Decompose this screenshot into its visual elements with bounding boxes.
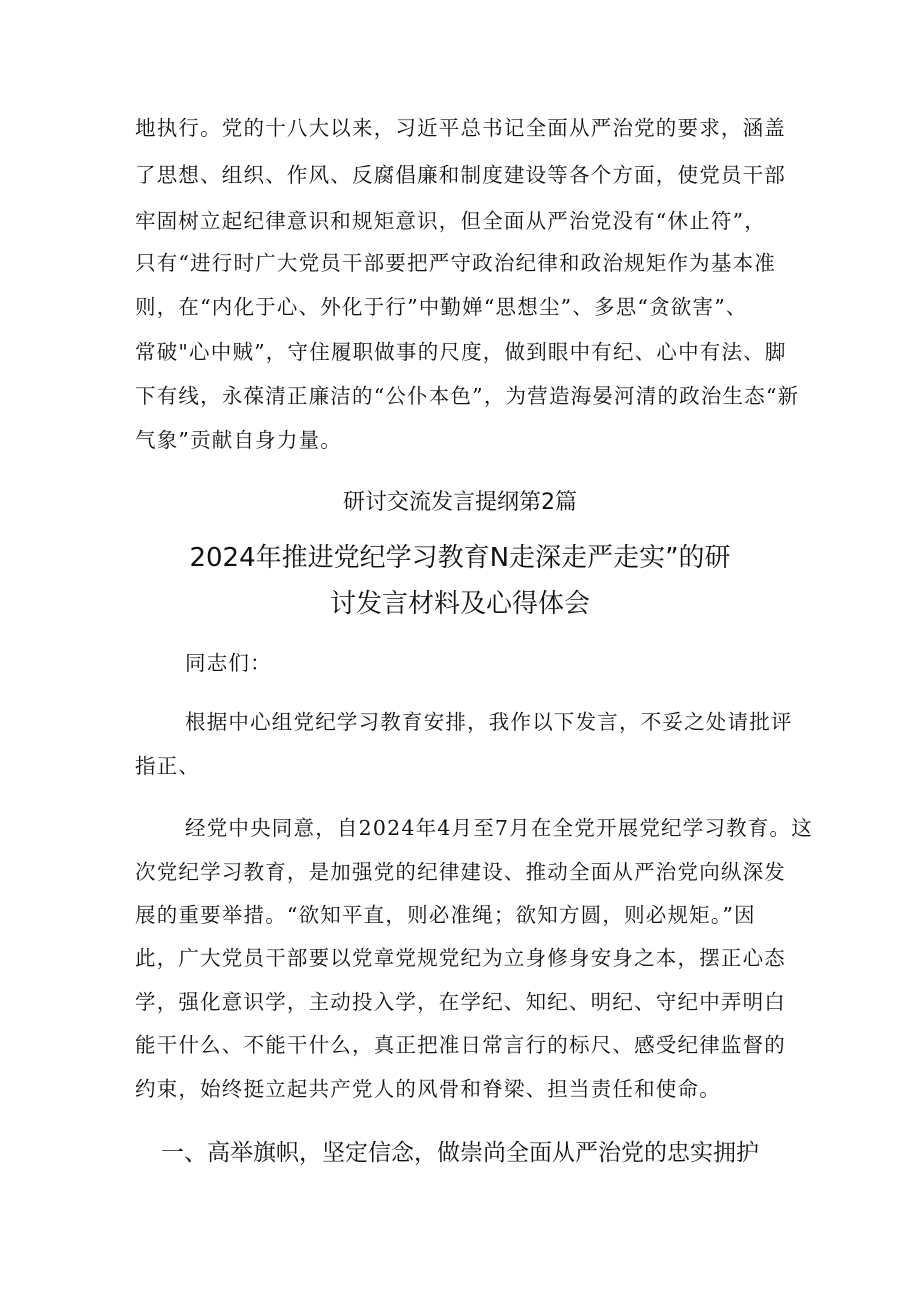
paragraph-2-line-2: 次党纪学习教育，是加强党的纪律建设、推动全面从严治党向纵深发 <box>135 860 786 884</box>
paragraph-2-line-7: 约束，始终挺立起共产党人的风骨和脊梁、担当责任和使命。 <box>135 1077 721 1101</box>
greeting: 同志们： <box>185 651 272 675</box>
paragraph-2-line-1: 经党中央同意，自2024年4月至7月在全党开展党纪学习教育。这 <box>185 816 813 840</box>
paragraph-2-line-5: 学，强化意识学，主动投入学，在学纪、知纪、明纪、守纪中弄明白 <box>135 990 786 1014</box>
document-title-line-1: 2024年推进党纪学习教育N走深走严走实”的研 <box>189 543 731 573</box>
paragraph-1-line-2: 指正、 <box>135 754 201 778</box>
intro-line-2: 了思想、组织、作风、反腐倡廉和制度建设等各个方面，使党员干部 <box>135 163 786 187</box>
section-1-heading: 一、高举旗帜，坚定信念，做崇尚全面从严治党的忠实拥护 <box>161 1140 759 1166</box>
intro-line-4: 只有“进行时广大党员干部要把严守政治纪律和政治规矩作为基本准 <box>135 251 776 275</box>
document-title-line-2: 讨发言材料及心得体会 <box>329 589 590 619</box>
intro-line-1: 地执行。党的十八大以来，习近平总书记全面从严治党的要求，涵盖 <box>135 116 786 140</box>
section-subtitle: 研讨交流发言提纲第2篇 <box>343 490 577 515</box>
intro-line-5: 则，在“内化于心、外化于行”中勤婵“思想尘”、多思“贪欲害”、 <box>135 295 748 319</box>
intro-line-3: 牢固树立起纪律意识和规矩意识，但全面从严治党没有“休止符”， <box>135 209 766 233</box>
intro-line-8: 气象”贡献自身力量。 <box>135 428 342 452</box>
paragraph-2-line-3: 展的重要举措。“欲知平直，则必准绳；欲知方圆，则必规矩。”因 <box>135 903 756 927</box>
paragraph-2-line-6: 能干什么、不能干什么，真正把准日常言行的标尺、感受纪律监督的 <box>135 1033 786 1057</box>
paragraph-1-line-1: 根据中心组党纪学习教育安排，我作以下发言，不妥之处请批评 <box>185 710 793 734</box>
intro-line-6: 常破"心中贼”，守住履职做事的尺度，做到眼中有纪、心中有法、脚 <box>135 340 787 364</box>
intro-line-7: 下有线，永葆清正廉洁的“公仆本色”，为营造海晏河清的政治生态“新 <box>135 384 800 408</box>
paragraph-2-line-4: 此，广大党员干部要以党章党规党纪为立身修身安身之本，摆正心态 <box>135 946 786 970</box>
